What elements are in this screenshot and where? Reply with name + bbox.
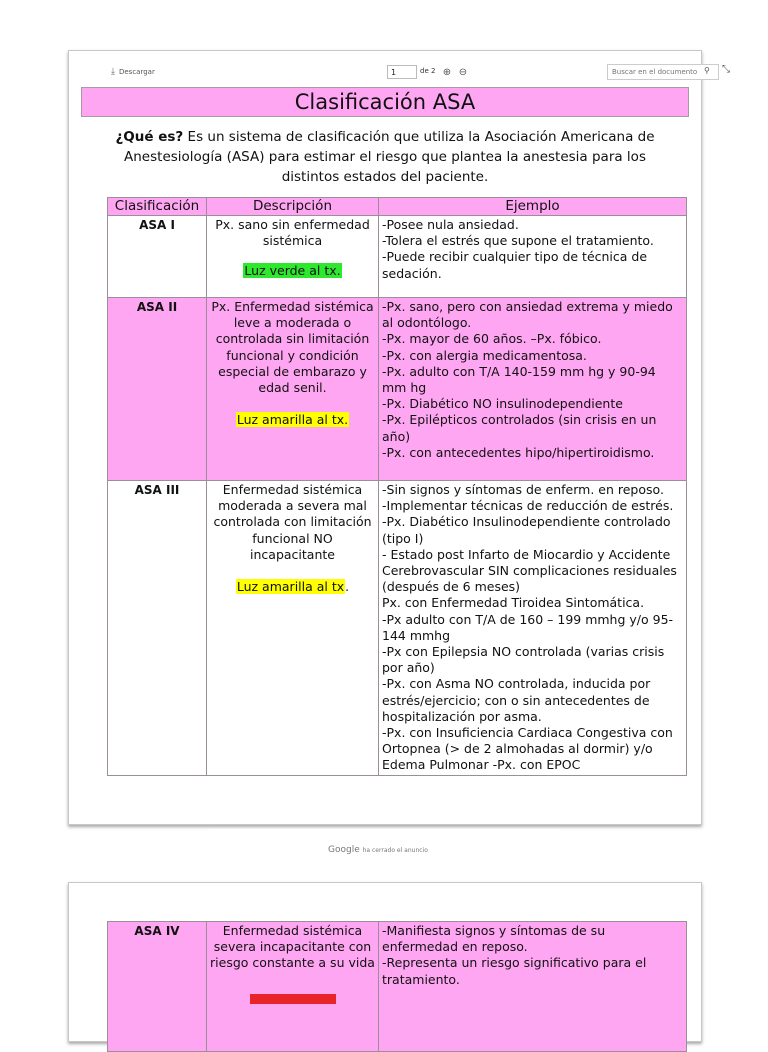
example-item: -Posee nula ansiedad. [382,217,519,232]
document-page-1 [68,50,710,825]
zoom-out-icon[interactable]: ⊖ [458,66,468,78]
table-row-asa-1 [108,216,687,298]
ad-closed-text: ha cerrado el anuncio [362,847,428,854]
example-item: -Px. con alergia medicamentosa. [382,347,587,363]
row-class: ASA IV [134,924,180,938]
table-row-asa-4 [108,922,687,1052]
asa-table-continued [107,921,687,1052]
header-clasificacion: Clasificación [108,198,207,216]
example-item: -Px. con Insuficiencia Cardiaca Congestiva con Ortopnea (> de 2 almohadas al dormir) y/o Edema Pulmonar -Px. con EPOC [382,725,673,773]
download-label: Descargar [118,68,155,76]
download-button[interactable] [111,67,155,77]
example-item: -Px. mayor de 60 años. –Px. fóbico. [382,331,602,347]
example-item: -Px. sano, pero con ansiedad extrema y miedo al odontólogo. [382,299,673,331]
example-item: -Px. Epilépticos controlados (sin crisis en un año) [382,412,657,444]
viewer-toolbar [69,51,710,91]
asa-table [107,197,687,776]
row-class: ASA II [136,300,178,314]
google-logo: Google [328,845,360,855]
example-item: -Px. con Asma NO controlada, inducida por estrés/ejercicio; con o sin antecedentes de hospitalización por asma. [382,676,651,724]
row-class: ASA III [134,483,180,497]
intro-question: ¿Qué es? [115,129,184,145]
zoom-in-icon[interactable]: ⊕ [442,66,452,78]
fullscreen-icon[interactable]: ⤡ [722,64,730,75]
intro-text: Es un sistema de clasificación que utiliza la Asociación Americana de Anestesiología (ASA) para estimar el riesgo que plantea la anestesia para los distintos estados del paciente. [124,129,655,185]
table-row-asa-2 [108,298,687,481]
example-item: -Px. Diabético Insulinodependiente controlado (tipo I) [382,514,671,546]
example-item: -Implementar técnicas de reducción de estrés. [382,498,674,514]
example-item: -Px. Diabético NO insulinodependiente [382,396,623,412]
example-item: Px. con Enfermedad Tiroidea Sintomática. [382,595,645,611]
yellow-light-highlight: Luz amarilla al tx [236,579,345,595]
example-item: -Px. adulto con T/A 140-159 mm hg y 90-94 mm hg [382,363,656,396]
row-description: Enfermedad sistémica severa incapacitante con riesgo constante a su vida [210,923,375,971]
example-item: -Px adulto con T/A de 160 – 199 mmhg y/o 95-144 mmhg [382,611,674,643]
example-item: -Px con Epilepsia NO controlada (varias crisis por año) [382,644,665,676]
search-icon[interactable]: ⚲ [704,66,710,75]
table-header-row [108,198,687,216]
row-class: ASA I [139,218,175,232]
intro-paragraph [99,127,671,187]
page-title: Clasificación ASA [81,87,689,117]
highlight-suffix: . [345,579,350,595]
row-description: Enfermedad sistémica moderada a severa mal controlada con limitación funcional NO incapacitante [213,482,372,562]
example-item: - Estado post Infarto de Miocardio y Accidente Cerebrovascular SIN complicaciones residuales (después de 6 meses) [382,546,677,595]
document-page-2 [68,882,702,1042]
example-item: -Sin signos y síntomas de enferm. en reposo. [382,482,664,497]
download-icon: ⤓ [111,67,115,77]
page-count: de 2 [420,67,436,75]
green-light-highlight: Luz verde al tx. [244,263,341,279]
example-item: -Tolera el estrés que supone el tratamiento. [382,233,654,249]
page-number-input[interactable] [387,65,417,79]
red-light-highlight [250,994,336,1004]
example-item: -Px. con antecedentes hipo/hipertiroidismo. [382,444,655,460]
row-description: Px. sano sin enfermedad sistémica [215,217,370,249]
yellow-light-highlight: Luz amarilla al tx. [236,412,349,428]
search-input[interactable] [607,64,719,80]
example-item: -Manifiesta signos y síntomas de su enfermedad en reposo. [382,923,606,955]
ad-slot [210,829,560,873]
example-item: -Representa un riesgo significativo para el tratamiento. [382,955,647,987]
ad-closed-notice [328,845,428,855]
header-ejemplo: Ejemplo [379,198,687,216]
row-description: Px. Enfermedad sistémica leve a moderada o controlada sin limitación funcional y condición especial de embarazo y edad senil. [211,299,374,396]
example-item: -Puede recibir cualquier tipo de técnica de sedación. [382,249,648,281]
header-descripcion: Descripción [207,198,379,216]
table-row-asa-3 [108,481,687,776]
